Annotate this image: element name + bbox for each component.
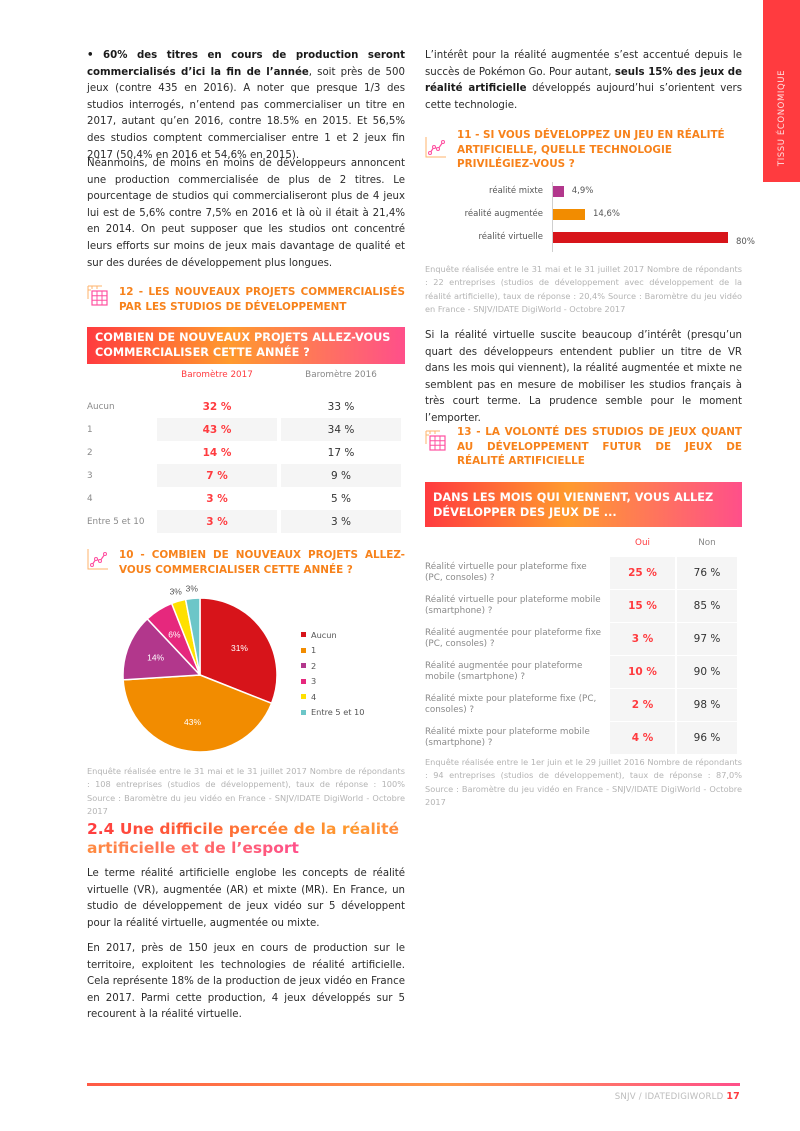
pokemon-text-before: L’intérêt pour la réalité augmentée s’est accentué depuis le succès de Pokémon Go. Pour autant, (425, 50, 742, 78)
legend-swatch (301, 663, 306, 668)
row-label: Réalité augmentée pour plateforme mobile (smartphone) ? (425, 660, 583, 682)
legend-item (301, 643, 364, 659)
table-row (425, 656, 742, 688)
legend-item (301, 658, 364, 674)
pokemon-text-bold: seuls 15% des jeux de réalité artificielle (425, 66, 743, 95)
value-2017: 7 % (157, 464, 277, 487)
bar-label: réalité mixte (489, 186, 543, 196)
paragraph-vr-interest: Si la réalité virtuelle suscite beaucoup d’intérêt (presqu’un quart des développeurs entendent publier un titre de VR dans les mois qui viennent), la réalité augmentée et mixte ne semblent pas en mesure de mobiliser les studios français à très court terme. La prudence semble pour le moment l’emporter. (425, 330, 742, 424)
pie-chart-graphic (115, 580, 285, 760)
section-title-text: 2.4 Une difficile percée de la réalité artificielle et de l’esport (87, 820, 399, 857)
value-2016: 9 % (281, 464, 401, 487)
side-tab-label: TISSU ÉCONOMIQUE (776, 69, 787, 167)
table-row (425, 689, 742, 721)
pie-slice-label: 14% (147, 652, 165, 663)
pie-slice-label: 6% (168, 629, 181, 640)
column-header-2016: Baromètre 2016 (305, 370, 377, 380)
value-non: 96 % (677, 722, 737, 754)
legend-item (301, 627, 364, 643)
value-2017: 3 % (206, 492, 228, 505)
value-oui: 10 % (610, 656, 675, 688)
bar-label: réalité virtuelle (478, 232, 543, 242)
table-row (87, 464, 405, 487)
table-row (425, 623, 742, 655)
legend-item (301, 674, 364, 690)
table-13 (425, 537, 742, 755)
figure-12-title: 12 - LES NOUVEAUX PROJETS COMMERCIALISÉS PAR LES STUDIOS DE DÉVELOPPEMENT (119, 286, 405, 313)
legend-label: 4 (311, 691, 317, 702)
value-non: 76 % (677, 557, 737, 589)
legend-label: 2 (311, 660, 317, 671)
column-header-non: Non (698, 538, 716, 548)
table-row (87, 510, 405, 533)
value-non: 97 % (677, 623, 737, 655)
value-oui: 25 % (610, 557, 675, 589)
page-number: 17 (726, 1091, 740, 1102)
figure-10-title: 10 - COMBIEN DE NOUVEAUX PROJETS ALLEZ-VOUS COMMERCIALISER CETTE ANNÉE ? (119, 549, 405, 576)
section-title (87, 820, 407, 858)
bar-row (445, 185, 745, 199)
paragraph-moins-de-titres: Néanmoins, de moins en moins de développeurs annoncent une production commercialisée de plus de 2 titres. Le pourcentage de studios qui commercialiseront plus de 4 jeux lui est de 5,6% contre 7,5% en 2016 et là où il était à 21,4% en 2014. On peut supposer que les studios ont concentré leurs efforts sur moins de jeux mais davantage de qualité et sur des durées de développement plus longues. (87, 158, 405, 269)
pie-slice-label: 3% (185, 583, 198, 594)
intro-rest: , soit près de 500 jeux (contre 435 en 2016). A noter que presque 1/3 des studios interrogés, n’entend pas commercialiser un titre en 2017, autant qu’en 2016, contre 18.5% en 2015. Et 56,5% des studios comptent commercialiser entre 1 et 2 jeux fin 2017 (50,4% en 2016 et 54,6% en 2015). (87, 66, 405, 161)
section-side-tab (763, 0, 800, 182)
figure-13-title: 13 - LA VOLONTÉ DES STUDIOS DE JEUX QUANT AU DÉVELOPPEMENT FUTUR DE JEUX DE RÉALITÉ ARTIFICIELLE (457, 426, 742, 467)
footer-publisher: SNJV / IDATEDIGIWORLD (614, 1092, 724, 1102)
paragraph-definition: Le terme réalité artificielle englobe les concepts de réalité virtuelle (VR), augmentée (AR) et mixte (MR). En France, un studio de développement de jeux vidéo sur 5 développent pour la réalité virtuelle, augmentée ou mixte. (87, 868, 405, 929)
legend-label: 3 (311, 676, 317, 687)
legend-label: 1 (311, 645, 317, 656)
value-oui: 2 % (610, 689, 675, 721)
value-2016: 33 % (327, 400, 355, 413)
value-oui: 3 % (610, 623, 675, 655)
paragraph-production-2017: En 2017, près de 150 jeux en cours de production sur le territoire, exploitent les technologies de réalité artificielle. Cela représente 18% de la production de jeux vidéo en France en 2017. Parmi cette production, 4 jeux développés sur 5 recourent à la réalité virtuelle. (87, 943, 405, 1021)
line-chart-icon (425, 136, 447, 158)
figure-11-heading (425, 128, 742, 173)
table-row (87, 487, 405, 510)
value-2016: 5 % (331, 492, 351, 505)
figure-10-heading (87, 548, 405, 578)
figure-10-source: Enquête réalisée entre le 31 mai et le 31 juillet 2017 Nombre de répondants : 108 entreprises (studios de développement), taux de réponse : 100% Source : Baromètre du jeu vidéo en France - SNJV/IDATE DigiWorld - Octobre 2017 (87, 766, 405, 816)
table-12-banner: COMBIEN DE NOUVEAUX PROJETS ALLEZ-VOUS COMMERCIALISER CETTE ANNÉE ? (87, 327, 405, 364)
row-label: 2 (87, 447, 93, 458)
row-label: Réalité mixte pour plateforme fixe (PC, consoles) ? (425, 693, 597, 715)
table-grid-icon (87, 285, 109, 307)
figure-12-heading (87, 285, 405, 315)
table-row (425, 722, 742, 754)
bar-row (445, 208, 745, 222)
legend-item (301, 689, 364, 705)
table-row (87, 441, 405, 464)
value-2017: 3 % (157, 510, 277, 533)
row-label: 3 (87, 470, 93, 481)
pie-chart-10 (115, 580, 405, 760)
value-oui: 15 % (610, 590, 675, 622)
row-label: Aucun (87, 401, 115, 412)
value-non: 85 % (677, 590, 737, 622)
footer-divider (87, 1083, 740, 1086)
value-2016: 34 % (281, 418, 401, 441)
figure-11-source: Enquête réalisée entre le 31 mai et le 31 juillet 2017 Nombre de répondants : 22 entreprises (studios de développement avec développement de la réalité artificielle), taux de réponse : 20,4% Source : Baromètre du jeu vidéo en France - SNJV/IDATE DigiWorld - Octobre 2017 (425, 264, 742, 314)
row-label: Réalité mixte pour plateforme mobile (smartphone) ? (425, 726, 590, 748)
bar-value: 80% (736, 237, 755, 247)
bar-row (445, 231, 755, 247)
table-12 (87, 367, 405, 533)
value-2017: 43 % (157, 418, 277, 441)
legend-label: Entre 5 et 10 (311, 707, 365, 718)
pie-legend (301, 627, 364, 720)
value-2016: 17 % (327, 446, 355, 459)
table-row (87, 395, 405, 418)
row-label: Entre 5 et 10 (87, 516, 145, 527)
table-row (425, 590, 742, 622)
value-non: 90 % (677, 656, 737, 688)
row-label: Réalité augmentée pour plateforme fixe (PC, consoles) ? (425, 627, 602, 649)
legend-swatch (301, 648, 306, 653)
value-2017: 32 % (202, 400, 232, 413)
figure-13-heading (425, 425, 742, 470)
bar-value: 4,9% (571, 186, 594, 196)
bar-chart-11 (445, 182, 755, 252)
legend-swatch (301, 710, 306, 715)
figure-11-title: 11 - SI VOUS DÉVELOPPEZ UN JEU EN RÉALITÉ ARTIFICIELLE, QUELLE TECHNOLOGIE PRIVILÉGIEZ-VOUS ? (457, 129, 725, 170)
legend-swatch (301, 679, 306, 684)
column-header-2017: Baromètre 2017 (181, 370, 253, 380)
value-2016: 3 % (281, 510, 401, 533)
table-13-banner: DANS LES MOIS QUI VIENNENT, VOUS ALLEZ DÉVELOPPER DES JEUX DE ... (425, 482, 742, 527)
table-grid-icon (425, 430, 447, 452)
figure-13-source: Enquête réalisée entre le 1er juin et le 29 juillet 2016 Nombre de répondants : 94 entreprises (studios de développement), taux de réponse : 87,0% Source : Baromètre du jeu vidéo en France - SNJV/IDATE DigiWorld - Octobre 2017 (425, 757, 742, 807)
intro-paragraph (87, 48, 405, 164)
bar (553, 186, 564, 197)
bar-value: 14,6% (592, 209, 620, 219)
pie-slice-label: 3% (169, 586, 182, 597)
row-label: 1 (87, 424, 93, 435)
table-row (87, 418, 405, 441)
legend-swatch (301, 694, 306, 699)
table-row (425, 557, 742, 589)
line-chart-icon (87, 548, 109, 570)
column-header-oui: Oui (635, 538, 650, 548)
pie-slice-label: 43% (184, 717, 202, 728)
legend-item (301, 705, 364, 721)
legend-swatch (301, 632, 306, 637)
bar-label: réalité augmentée (464, 209, 543, 219)
value-2017: 14 % (202, 446, 232, 459)
footer (615, 1091, 740, 1102)
value-non: 98 % (677, 689, 737, 721)
legend-label: Aucun (311, 629, 337, 640)
value-oui: 4 % (610, 722, 675, 754)
row-label: Réalité virtuelle pour plateforme fixe (PC, consoles) ? (425, 561, 587, 583)
row-label: Réalité virtuelle pour plateforme mobile (smartphone) ? (425, 594, 601, 616)
paragraph-pokemon (425, 48, 742, 114)
bar (553, 209, 585, 220)
bar (553, 232, 728, 243)
intro-bold: • 60% des titres en cours de production seront commercialisés d’ici la fin de l’année (87, 50, 405, 78)
row-label: 4 (87, 493, 93, 504)
pokemon-text-after: développés aujourd’hui s’orientent vers cette technologie. (425, 83, 742, 111)
pie-slice-label: 31% (230, 643, 248, 654)
